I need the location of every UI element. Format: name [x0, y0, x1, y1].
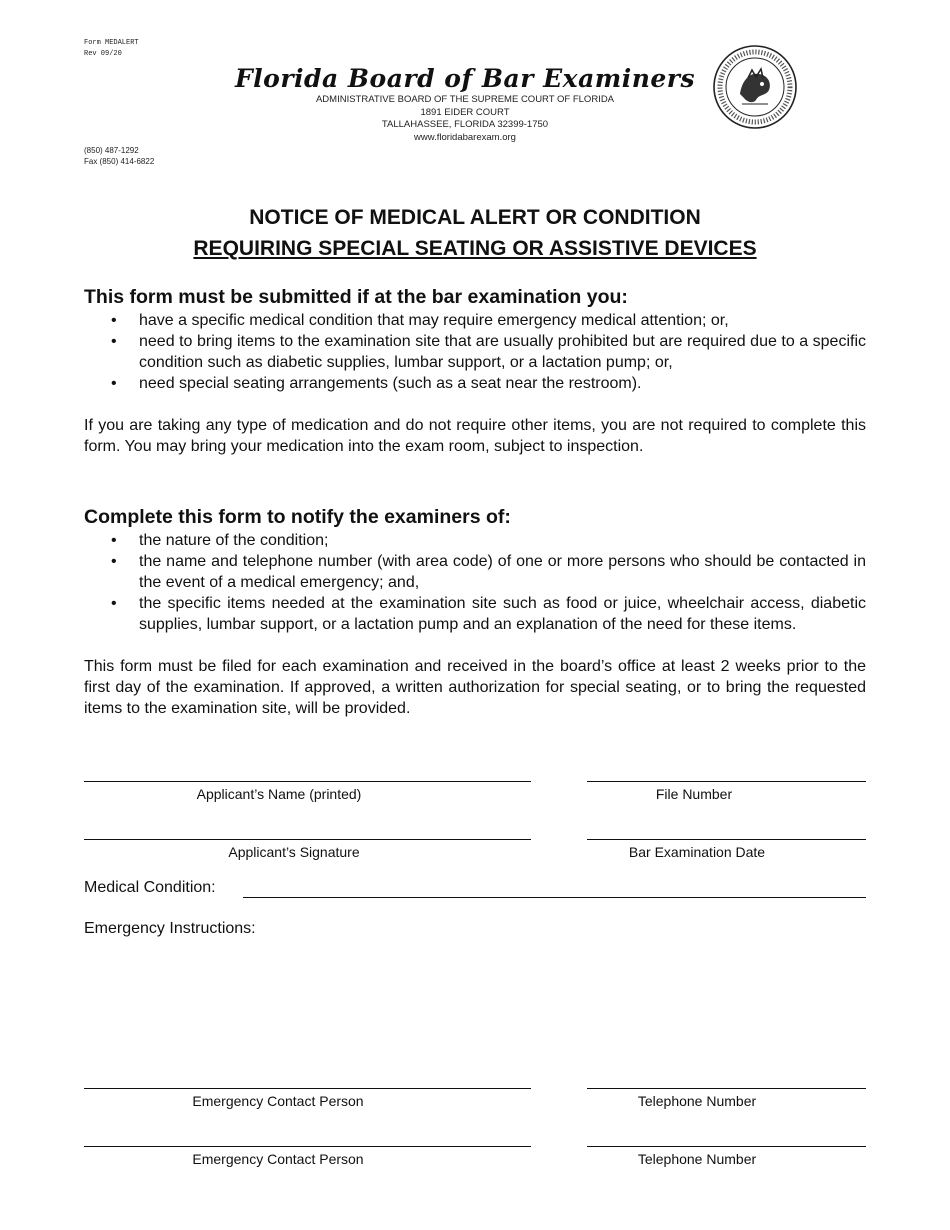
- notice-subtitle: REQUIRING SPECIAL SEATING OR ASSISTIVE DEVICES: [193, 237, 757, 260]
- filing-deadline-note: This form must be filed for each examination and received in the board’s office at least 2 weeks prior to the first day of the examination. If approved, a written authorization for special seating, or to bring the requested items to the examination site, will be provided.: [84, 658, 866, 717]
- list-item: • the name and telephone number (with area code) of one or more persons who should be contacted in the event of a medical emergency; and,: [84, 551, 866, 593]
- medical-condition-field[interactable]: [243, 897, 866, 898]
- telephone-2-field[interactable]: [587, 1146, 866, 1147]
- emergency-contact-1-field[interactable]: [84, 1088, 531, 1089]
- address-line-2: TALLAHASSEE, FLORIDA 32399-1750: [381, 119, 549, 130]
- applicant-name-label: Applicant’s Name (printed): [196, 786, 362, 802]
- medical-condition-label: Medical Condition:: [84, 879, 216, 896]
- supreme-court-seal-icon: [712, 44, 798, 130]
- notification-list: [84, 530, 866, 635]
- medication-note: If you are taking any type of medication and do not require other items, you are not required to complete this form. You may bring your medication into the exam room, subject to inspection.: [84, 417, 866, 455]
- section-heading: Complete this form to notify the examiners of:: [84, 506, 511, 528]
- contact-block: [84, 145, 154, 167]
- exam-date-label: Bar Examination Date: [628, 844, 766, 860]
- form-id-block: [84, 38, 139, 60]
- emergency-contact-2-label: Emergency Contact Person: [192, 1151, 364, 1167]
- list-item: • need special seating arrangements (such as a seat near the restroom).: [84, 373, 866, 394]
- emergency-contact-1-label: Emergency Contact Person: [192, 1093, 364, 1109]
- applicant-signature-label: Applicant’s Signature: [228, 844, 360, 860]
- submission-criteria-section: [84, 285, 866, 457]
- form-revision: Rev 09/20: [84, 50, 122, 58]
- applicant-signature-field[interactable]: [84, 839, 531, 840]
- list-item: • the nature of the condition;: [84, 530, 866, 551]
- telephone-1-label: Telephone Number: [637, 1093, 757, 1109]
- file-number-field[interactable]: [587, 781, 866, 782]
- criteria-list: [84, 310, 866, 394]
- emergency-contact-2-field[interactable]: [84, 1146, 531, 1147]
- exam-date-field[interactable]: [587, 839, 866, 840]
- emergency-instructions-field[interactable]: [84, 945, 866, 1075]
- list-item: • have a specific medical condition that may require emergency medical attention; or,: [84, 310, 866, 331]
- board-subtitle: ADMINISTRATIVE BOARD OF THE SUPREME COURT OF FLORIDA: [315, 94, 615, 105]
- board-title: Florida Board of Bar Examiners: [234, 64, 696, 93]
- list-item: • need to bring items to the examination site that are usually prohibited but are required due to a specific condition such as diabetic supplies, lumbar support, or a lactation pump; or,: [84, 331, 866, 373]
- website-link[interactable]: www.floridabarexam.org: [414, 131, 516, 143]
- fax-number: Fax (850) 414-6822: [84, 157, 155, 166]
- emergency-instructions-label: Emergency Instructions:: [84, 920, 256, 937]
- file-number-label: File Number: [655, 786, 733, 802]
- telephone-1-field[interactable]: [587, 1088, 866, 1089]
- phone-number: (850) 487-1292: [84, 146, 139, 155]
- notice-title: NOTICE OF MEDICAL ALERT OR CONDITION: [249, 206, 701, 229]
- notification-section: [84, 505, 866, 719]
- form-number: Form MEDALERT: [84, 39, 139, 47]
- list-item: • the specific items needed at the examination site such as food or juice, wheelchair access, diabetic supplies, lumbar support, or a lactation pump and an explanation of the need for these items.: [84, 593, 866, 635]
- letterhead: [220, 64, 710, 144]
- telephone-2-label: Telephone Number: [637, 1151, 757, 1167]
- address-line-1: 1891 EIDER COURT: [420, 106, 510, 118]
- applicant-name-field[interactable]: [84, 781, 531, 782]
- section-heading: This form must be submitted if at the bar examination you:: [84, 286, 628, 308]
